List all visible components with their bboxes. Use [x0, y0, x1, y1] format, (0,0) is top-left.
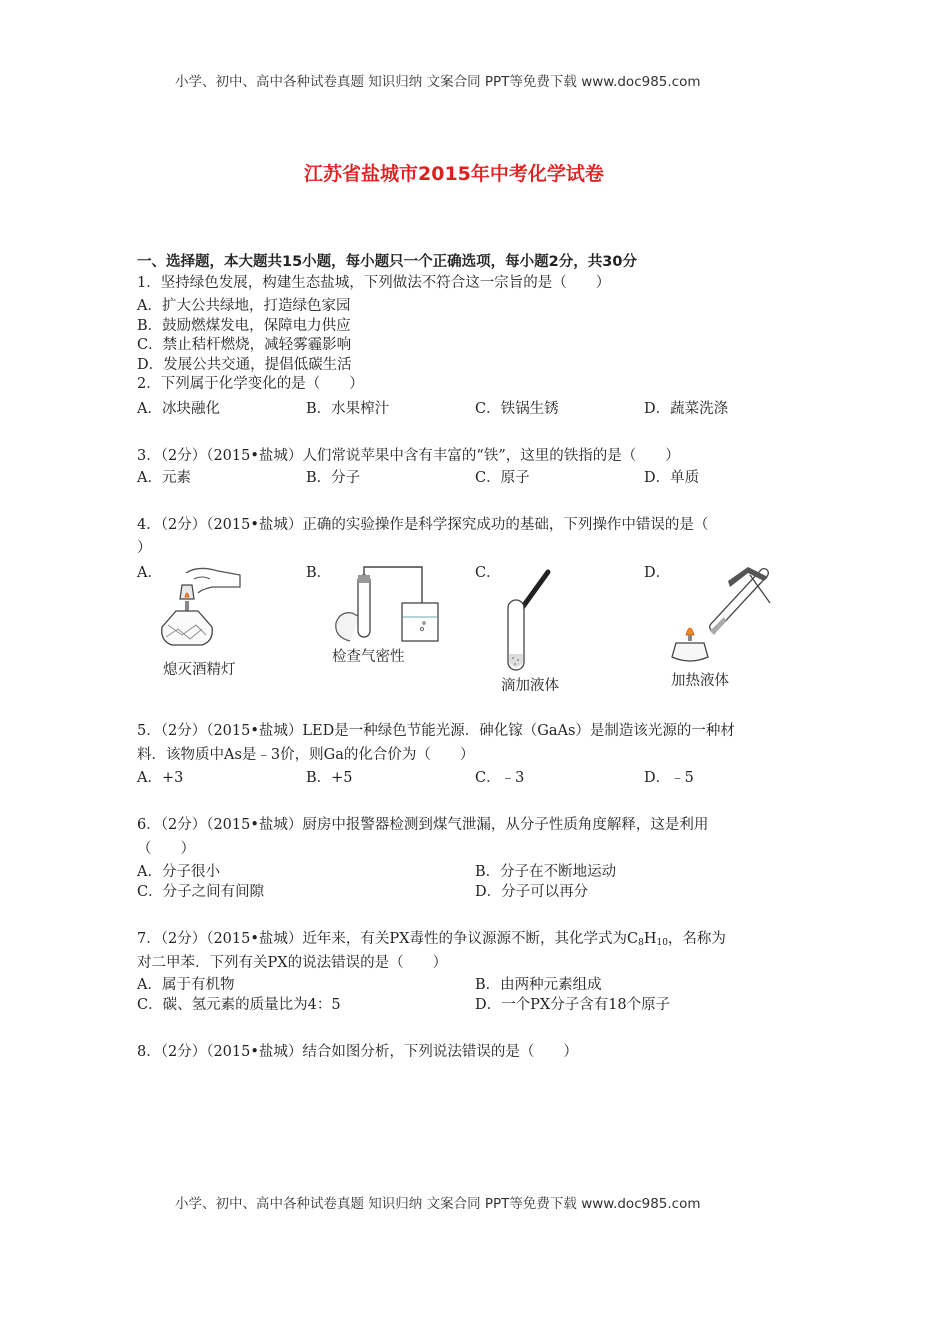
question-stem-cont: 料．该物质中As是﹣3价，则Ga的化合价为（ ） — [137, 747, 475, 763]
option-a: A．+3 — [137, 770, 184, 786]
question-stem: 7．（2分）（2015•盐城）近年来，有关PX毒性的争议源源不断，其化学式为$C_8H_{10}$，名称为 — [137, 931, 726, 948]
question-stem-cont: （ ） — [137, 841, 195, 857]
option-d: D．分子可以再分 — [475, 884, 589, 900]
caption-a: 熄灭酒精灯 — [163, 662, 236, 678]
page-header: 小学、初中、高中各种试卷真题 知识归纳 文案合同 PPT等免费下载 www.doc985.com — [175, 74, 701, 90]
option-a-label: A． — [137, 565, 162, 581]
dropper-figure — [500, 568, 560, 676]
question-stem: 6．（2分）（2015•盐城）厨房中报警器检测到煤气泄漏，从分子性质角度解释，这是利用 — [137, 817, 709, 833]
option-c: C．原子 — [475, 470, 530, 486]
option-c: C．﹣3 — [475, 770, 525, 786]
section-heading: 一、选择题，本大题共15小题，每小题只一个正确选项，每小题2分，共30分 — [137, 254, 637, 270]
air-tightness-figure — [330, 565, 440, 647]
page-footer: 小学、初中、高中各种试卷真题 知识归纳 文案合同 PPT等免费下载 www.doc985.com — [175, 1196, 701, 1212]
option-d-label: D． — [644, 565, 671, 581]
question-stem-cont: ） — [137, 540, 152, 556]
option-c: C．禁止秸杆燃烧，减轻雾霾影响 — [137, 337, 352, 353]
option-d: D．﹣5 — [644, 770, 694, 786]
option-b: B．分子在不断地运动 — [475, 864, 617, 880]
option-b: B．+5 — [306, 770, 353, 786]
option-a: A．扩大公共绿地，打造绿色家园 — [137, 298, 351, 314]
option-d: D．一个PX分子含有18个原子 — [475, 997, 671, 1013]
option-c: C．碳、氢元素的质量比为4：5 — [137, 997, 341, 1013]
option-a: A．分子很小 — [137, 864, 220, 880]
alcohol-lamp-cap-figure — [158, 565, 248, 660]
option-a: A．元素 — [137, 470, 191, 486]
question-stem-cont: 对二甲苯．下列有关PX的说法错误的是（ ） — [137, 955, 448, 971]
question-stem: 3．（2分）（2015•盐城）人们常说苹果中含有丰富的“铁”，这里的铁指的是（ ） — [137, 448, 680, 464]
question-stem: 5．（2分）（2015•盐城）LED是一种绿色节能光源．砷化镓（GaAs）是制造该光源的一种材 — [137, 723, 735, 739]
caption-c: 滴加液体 — [501, 678, 559, 694]
option-a: A．冰块融化 — [137, 401, 220, 417]
option-d: D．蔬菜洗涤 — [644, 401, 729, 417]
option-d: D．发展公共交通，提倡低碳生活 — [137, 357, 352, 373]
question-stem: 2．下列属于化学变化的是（ ） — [137, 376, 364, 392]
option-b: B．鼓励燃煤发电，保障电力供应 — [137, 318, 351, 334]
heating-liquid-figure — [668, 565, 776, 667]
option-b-label: B． — [306, 565, 332, 581]
question-stem: 8．（2分）（2015•盐城）结合如图分析，下列说法错误的是（ ） — [137, 1044, 578, 1060]
question-stem: 4．（2分）（2015•盐城）正确的实验操作是科学探究成功的基础，下列操作中错误的是（ — [137, 517, 709, 533]
option-d: D．单质 — [644, 470, 700, 486]
option-c: C．铁锅生锈 — [475, 401, 559, 417]
option-a: A．属于有机物 — [137, 977, 235, 993]
page-title: 江苏省盐城市2015年中考化学试卷 — [304, 163, 604, 185]
caption-b: 检查气密性 — [332, 649, 405, 665]
caption-d: 加热液体 — [671, 673, 729, 689]
option-b: B．分子 — [306, 470, 361, 486]
option-c-label: C． — [475, 565, 501, 581]
option-b: B．由两种元素组成 — [475, 977, 602, 993]
question-stem: 1．坚持绿色发展，构建生态盐城，下列做法不符合这一宗旨的是（ ） — [137, 275, 611, 291]
option-c: C．分子之间有间隙 — [137, 884, 265, 900]
option-b: B．水果榨汁 — [306, 401, 390, 417]
